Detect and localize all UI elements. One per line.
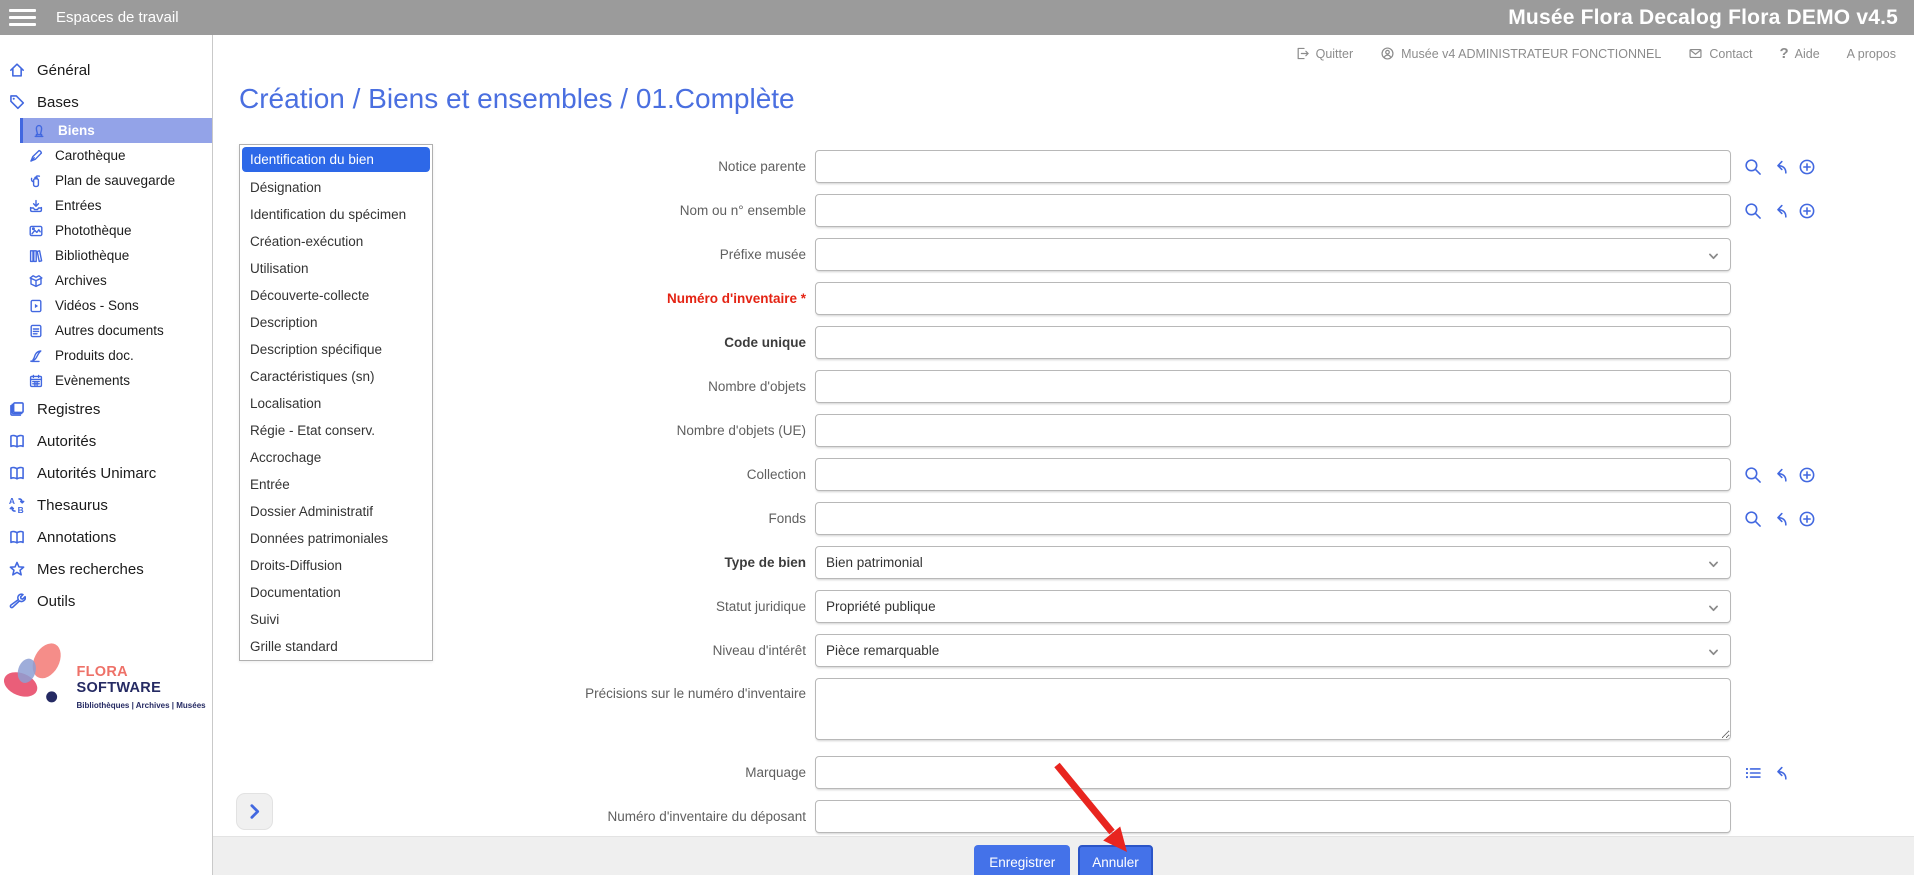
select-value: Bien patrimonial	[826, 555, 923, 570]
mail-icon	[1688, 46, 1703, 61]
label-numero-inventaire-deposant: Numéro d'inventaire du déposant	[607, 809, 806, 824]
form-row-notice-parente	[431, 150, 1914, 183]
tab-designation[interactable]: Désignation	[250, 180, 322, 195]
input-nombre-objets-ue[interactable]	[815, 414, 1731, 447]
select-prefixe-musee[interactable]	[815, 238, 1731, 271]
home-icon	[8, 61, 26, 79]
sidebar-item-registres[interactable]	[0, 393, 212, 425]
sidebar-item-phototheque[interactable]	[0, 218, 212, 243]
plus-circle-icon[interactable]	[1798, 466, 1816, 484]
logo-wordmark: FLORA SOFTWARE	[76, 664, 162, 696]
form-row-nombre-objets-ue	[431, 414, 1914, 447]
undo-icon[interactable]	[1771, 764, 1789, 782]
sidebar-item-general[interactable]	[0, 54, 212, 86]
tab-utilisation[interactable]: Utilisation	[250, 261, 309, 276]
sidebar-item-outils[interactable]	[0, 585, 212, 617]
chevron-down-icon	[1706, 645, 1721, 660]
undo-icon[interactable]	[1771, 510, 1789, 528]
utility-aide[interactable]	[1779, 45, 1819, 62]
undo-icon[interactable]	[1771, 466, 1789, 484]
utility-label: A propos	[1846, 46, 1896, 61]
list-icon[interactable]	[1744, 764, 1762, 782]
search-icon[interactable]	[1744, 158, 1762, 176]
form-row-marquage	[431, 756, 1914, 789]
utility-bar	[1295, 45, 1896, 62]
sidebar-item-label: Biens	[58, 123, 95, 138]
select-value: Pièce remarquable	[826, 643, 940, 658]
label-fonds: Fonds	[768, 511, 806, 526]
sidebar-item-autorites[interactable]	[0, 425, 212, 457]
tab-entree[interactable]: Entrée	[250, 477, 290, 492]
calendar-icon	[28, 373, 44, 389]
file-lines-icon	[28, 323, 44, 339]
sidebar-item-label: Autres documents	[55, 323, 164, 338]
select-value: Propriété publique	[826, 599, 936, 614]
form-row-statut-juridique	[431, 590, 1914, 623]
select-niveau-interet[interactable]	[815, 634, 1731, 667]
field-actions-notice-parente	[1744, 158, 1816, 176]
label-numero-inventaire: Numéro d'inventaire *	[666, 291, 806, 306]
search-icon[interactable]	[1744, 466, 1762, 484]
app-title: Musée Flora Decalog Flora DEMO v4.5	[1508, 5, 1898, 29]
sidebar-item-autres-documents[interactable]	[0, 318, 212, 343]
textarea-precisions-numero-inventaire[interactable]	[815, 678, 1731, 740]
exit-icon	[1295, 46, 1310, 61]
form-section-tabs	[239, 144, 433, 661]
bust-icon	[31, 123, 47, 139]
chevron-right-icon	[246, 803, 263, 820]
sidebar-item-label: Mes recherches	[37, 560, 144, 578]
main-area	[213, 35, 1914, 875]
stack-icon	[8, 400, 26, 418]
tab-suivi[interactable]: Suivi	[250, 612, 280, 627]
flora-butterfly-icon	[2, 638, 76, 716]
utility-label: Musée v4 ADMINISTRATEUR FONCTIONNEL	[1401, 46, 1662, 61]
sidebar-nav	[0, 35, 212, 617]
label-type-de-bien: Type de bien	[724, 555, 806, 570]
plus-circle-icon[interactable]	[1798, 510, 1816, 528]
page-title: Création / Biens et ensembles / 01.Complète	[239, 83, 795, 114]
label-nombre-objets: Nombre d'objets	[708, 379, 806, 394]
select-type-de-bien[interactable]	[815, 546, 1731, 579]
form-row-prefixe-musee	[431, 238, 1914, 271]
user-icon	[1380, 46, 1395, 61]
help-icon: ?	[1779, 45, 1789, 62]
sidebar-item-label: Carothèque	[55, 148, 126, 163]
tab-description[interactable]: Description	[250, 315, 318, 330]
sidebar-item-label: Registres	[37, 400, 101, 418]
top-bar	[0, 0, 1914, 35]
utility-contact[interactable]	[1688, 46, 1752, 61]
sidebar-item-annotations[interactable]	[0, 521, 212, 553]
sidebar-item-label: Autorités	[37, 432, 97, 450]
svg-text:B: B	[17, 504, 24, 514]
field-actions-fonds	[1744, 510, 1816, 528]
field-actions-collection	[1744, 466, 1816, 484]
wrench-icon	[8, 592, 26, 610]
sidebar-item-biens[interactable]	[20, 118, 212, 143]
input-collection[interactable]	[815, 458, 1731, 491]
utility-label: Quitter	[1315, 46, 1354, 61]
input-nom-ou-n-ensemble[interactable]	[815, 194, 1731, 227]
form-row-nom-ou-n-ensemble	[431, 194, 1914, 227]
sidebar-item-label: Vidéos - Sons	[55, 298, 139, 313]
extinguisher-icon	[28, 173, 44, 189]
utility-user[interactable]	[1380, 46, 1661, 61]
sidebar-item-label: Archives	[55, 273, 107, 288]
search-icon[interactable]	[1744, 202, 1762, 220]
box-icon	[28, 273, 44, 289]
form-row-niveau-interet	[431, 634, 1914, 667]
sidebar-item-label: Entrées	[55, 198, 102, 213]
tab-identification-du-specimen[interactable]: Identification du spécimen	[250, 207, 407, 222]
ab-sort-icon	[8, 496, 26, 514]
tab-documentation[interactable]: Documentation	[250, 585, 341, 600]
sidebar-item-evenements[interactable]	[0, 368, 212, 393]
input-marquage[interactable]	[815, 756, 1731, 789]
sidebar-item-bibliotheque[interactable]	[0, 243, 212, 268]
tag-icon	[8, 93, 26, 111]
form-row-collection	[431, 458, 1914, 491]
sidebar-item-entrees[interactable]	[0, 193, 212, 218]
save-button[interactable]: Enregistrer	[974, 845, 1070, 875]
chevron-down-icon	[1706, 601, 1721, 616]
sidebar-item-label: Bibliothèque	[55, 248, 130, 263]
input-fonds[interactable]	[815, 502, 1731, 535]
pen-icon	[28, 148, 44, 164]
input-numero-inventaire-deposant[interactable]	[815, 800, 1731, 833]
expand-panel-button[interactable]	[236, 793, 273, 830]
form-row-type-de-bien	[431, 546, 1914, 579]
input-code-unique[interactable]	[815, 326, 1731, 359]
open-book-icon	[8, 432, 26, 450]
tab-identification-du-bien[interactable]: Identification du bien	[242, 147, 430, 172]
search-icon[interactable]	[1744, 510, 1762, 528]
file-play-icon	[28, 298, 44, 314]
label-prefixe-musee: Préfixe musée	[719, 247, 806, 262]
sidebar-item-carotheque[interactable]	[0, 143, 212, 168]
tab-decouverte-collecte[interactable]: Découverte-collecte	[250, 288, 370, 303]
chevron-down-icon	[1706, 557, 1721, 572]
sidebar-item-label: Evènements	[55, 373, 131, 388]
tab-donnees-patrimoniales[interactable]: Données patrimoniales	[250, 531, 389, 546]
sidebar-item-thesaurus[interactable]	[0, 489, 212, 521]
form-row-precisions-numero-inventaire	[431, 678, 1914, 745]
utility-label: Contact	[1709, 46, 1753, 61]
sidebar-item-label: Outils	[37, 592, 76, 610]
chevron-down-icon	[1706, 249, 1721, 264]
utility-a-propos[interactable]	[1847, 47, 1896, 61]
sidebar-item-label: Autorités Unimarc	[37, 464, 157, 482]
tab-dossier-administratif[interactable]: Dossier Administratif	[250, 504, 374, 519]
tab-caracteristiques-sn[interactable]: Caractéristiques (sn)	[250, 369, 375, 384]
sidebar-item-label: Produits doc.	[55, 348, 134, 363]
input-numero-inventaire[interactable]	[815, 282, 1731, 315]
action-bar	[213, 836, 1914, 875]
tab-droits-diffusion[interactable]: Droits-Diffusion	[250, 558, 343, 573]
sidebar-item-videos-sons[interactable]	[0, 293, 212, 318]
sidebar-item-label: Plan de sauvegarde	[55, 173, 176, 188]
sidebar-item-plan-de-sauvegarde[interactable]	[0, 168, 212, 193]
plus-circle-icon[interactable]	[1798, 158, 1816, 176]
undo-icon[interactable]	[1771, 202, 1789, 220]
star-icon	[8, 560, 26, 578]
undo-icon[interactable]	[1771, 158, 1789, 176]
tab-creation-execution[interactable]: Création-exécution	[250, 234, 364, 249]
svg-text:A: A	[8, 496, 15, 507]
open-book-icon	[8, 528, 26, 546]
tab-localisation[interactable]: Localisation	[250, 396, 322, 411]
utility-label: Aide	[1794, 46, 1820, 61]
sidebar-item-archives[interactable]	[0, 268, 212, 293]
sidebar-item-autorites-unimarc[interactable]	[0, 457, 212, 489]
books-icon	[28, 248, 44, 264]
select-statut-juridique[interactable]	[815, 590, 1731, 623]
label-marquage: Marquage	[745, 765, 806, 780]
sidebar-item-bases[interactable]	[0, 86, 212, 118]
sidebar-item-mes-recherches[interactable]	[0, 553, 212, 585]
sidebar-item-label: Général	[37, 61, 91, 79]
sidebar	[0, 35, 213, 875]
label-code-unique: Code unique	[724, 335, 806, 350]
sidebar-item-label: Thesaurus	[37, 496, 108, 514]
form-row-code-unique	[431, 326, 1914, 359]
hamburger-menu-icon[interactable]	[9, 9, 36, 26]
label-nom-ou-n-ensemble: Nom ou n° ensemble	[679, 203, 806, 218]
form-row-nombre-objets	[431, 370, 1914, 403]
quill-icon	[28, 348, 44, 364]
tab-grille-standard[interactable]: Grille standard	[250, 639, 338, 654]
plus-circle-icon[interactable]	[1798, 202, 1816, 220]
label-collection: Collection	[746, 467, 806, 482]
sidebar-item-label: Annotations	[37, 528, 117, 546]
label-precisions-numero-inventaire: Précisions sur le numéro d'inventaire	[585, 686, 806, 701]
tab-accrochage[interactable]: Accrochage	[250, 450, 322, 465]
tab-regie-etat-conserv[interactable]: Régie - Etat conserv.	[250, 423, 376, 438]
form-row-numero-inventaire	[431, 282, 1914, 315]
tab-description-specifique[interactable]: Description spécifique	[250, 342, 383, 357]
sidebar-item-produits-doc[interactable]	[0, 343, 212, 368]
form-row-numero-inventaire-deposant	[431, 800, 1914, 833]
cancel-button[interactable]: Annuler	[1078, 845, 1153, 875]
image-icon	[28, 223, 44, 239]
label-notice-parente: Notice parente	[718, 159, 806, 174]
sidebar-item-label: Bases	[37, 93, 79, 111]
form	[431, 144, 1914, 844]
field-actions-nom-ou-n-ensemble	[1744, 202, 1816, 220]
open-book-icon	[8, 464, 26, 482]
workspace-menu[interactable]: Espaces de travail	[56, 9, 179, 26]
sidebar-item-label: Photothèque	[55, 223, 132, 238]
label-nombre-objets-ue: Nombre d'objets (UE)	[676, 423, 806, 438]
label-niveau-interet: Niveau d'intérêt	[712, 643, 806, 658]
field-actions-marquage	[1744, 764, 1789, 782]
input-nombre-objets[interactable]	[815, 370, 1731, 403]
utility-quitter[interactable]	[1295, 46, 1354, 61]
flora-logo	[2, 638, 210, 716]
label-statut-juridique: Statut juridique	[715, 599, 806, 614]
input-notice-parente[interactable]	[815, 150, 1731, 183]
form-row-fonds	[431, 502, 1914, 535]
logo-subtitle: Bibliothèques | Archives | Musées	[76, 701, 206, 710]
inbox-icon	[28, 198, 44, 214]
